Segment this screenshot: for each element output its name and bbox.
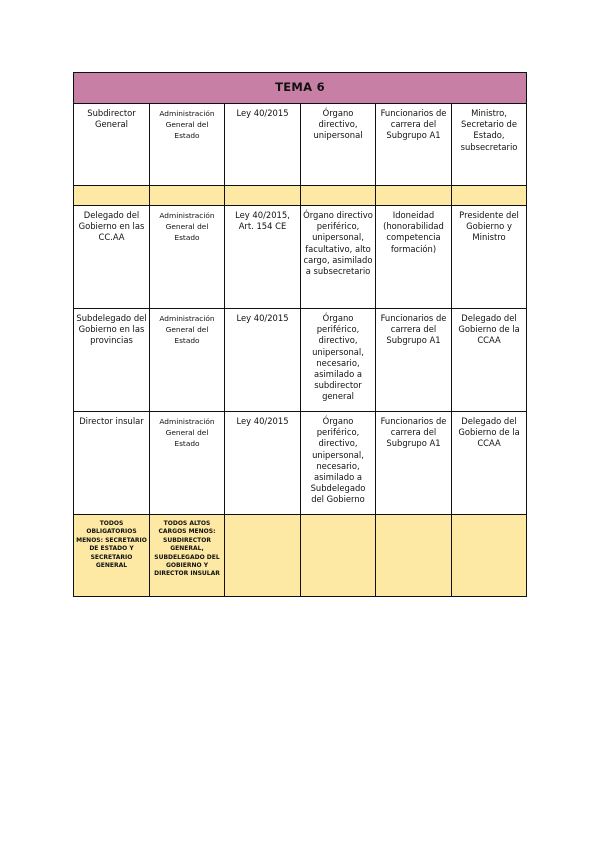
cell-normativa: Ley 40/2015 bbox=[225, 104, 301, 186]
empty-cell bbox=[452, 515, 527, 597]
cell-normativa: Ley 40/2015 bbox=[225, 412, 301, 515]
empty-cell bbox=[150, 186, 225, 206]
empty-cell bbox=[376, 186, 452, 206]
cell-cargo: Delegado del Gobierno en las CC.AA bbox=[74, 206, 150, 309]
cell-administracion: Administración General del Estado bbox=[150, 309, 225, 412]
cell-nombramiento: Delegado del Gobierno de la CCAA bbox=[452, 412, 527, 515]
cell-administracion: Administración General del Estado bbox=[150, 412, 225, 515]
table-title: TEMA 6 bbox=[74, 73, 527, 104]
cell-requisito: Funcionarios de carrera del Subgrupo A1 bbox=[376, 309, 452, 412]
cell-cargo: Director insular bbox=[74, 412, 150, 515]
tema-table bbox=[73, 72, 527, 597]
highlight-row bbox=[74, 186, 527, 206]
table-row bbox=[74, 412, 527, 515]
tema-table-container bbox=[73, 72, 526, 597]
cell-nombramiento: Presidente del Gobierno y Ministro bbox=[452, 206, 527, 309]
cell-naturaleza: Órgano directivo periférico, unipersonal, facultativo, alto cargo, asimilado a subsecretario bbox=[301, 206, 376, 309]
cell-normativa: Ley 40/2015, Art. 154 CE bbox=[225, 206, 301, 309]
table-row bbox=[74, 206, 527, 309]
empty-cell bbox=[225, 515, 301, 597]
empty-cell bbox=[74, 186, 150, 206]
cell-requisito: Funcionarios de carrera del Subgrupo A1 bbox=[376, 412, 452, 515]
cell-requisito: Idoneidad (honorabilidad competencia formación) bbox=[376, 206, 452, 309]
cell-administracion: Administración General del Estado bbox=[150, 206, 225, 309]
cell-naturaleza: Órgano directivo, unipersonal bbox=[301, 104, 376, 186]
cell-cargo: Subdirector General bbox=[74, 104, 150, 186]
empty-cell bbox=[301, 186, 376, 206]
footer-note-altos-cargos: TODOS ALTOS CARGOS MENOS: SUBDIRECTOR GENERAL, SUBDELEGADO DEL GOBIERNO Y DIRECTOR INSULAR bbox=[150, 515, 225, 597]
footer-note-obligatorios: TODOS OBLIGATORIOS MENOS: SECRETARIO DE ESTADO Y SECRETARIO GENERAL bbox=[74, 515, 150, 597]
cell-naturaleza: Órgano periférico, directivo, unipersonal, necesario, asimilado a Subdelegado del Gobierno bbox=[301, 412, 376, 515]
cell-nombramiento: Delegado del Gobierno de la CCAA bbox=[452, 309, 527, 412]
cell-administracion: Administración General del Estado bbox=[150, 104, 225, 186]
cell-requisito: Funcionarios de carrera del Subgrupo A1 bbox=[376, 104, 452, 186]
empty-cell bbox=[452, 186, 527, 206]
empty-cell bbox=[301, 515, 376, 597]
empty-cell bbox=[376, 515, 452, 597]
table-row bbox=[74, 309, 527, 412]
footer-row bbox=[74, 515, 527, 597]
cell-cargo: Subdelegado del Gobierno en las provincias bbox=[74, 309, 150, 412]
table-row bbox=[74, 104, 527, 186]
cell-naturaleza: Órgano periférico, directivo, unipersonal, necesario, asimilado a subdirector general bbox=[301, 309, 376, 412]
cell-nombramiento: Ministro, Secretario de Estado, subsecretario bbox=[452, 104, 527, 186]
empty-cell bbox=[225, 186, 301, 206]
cell-normativa: Ley 40/2015 bbox=[225, 309, 301, 412]
